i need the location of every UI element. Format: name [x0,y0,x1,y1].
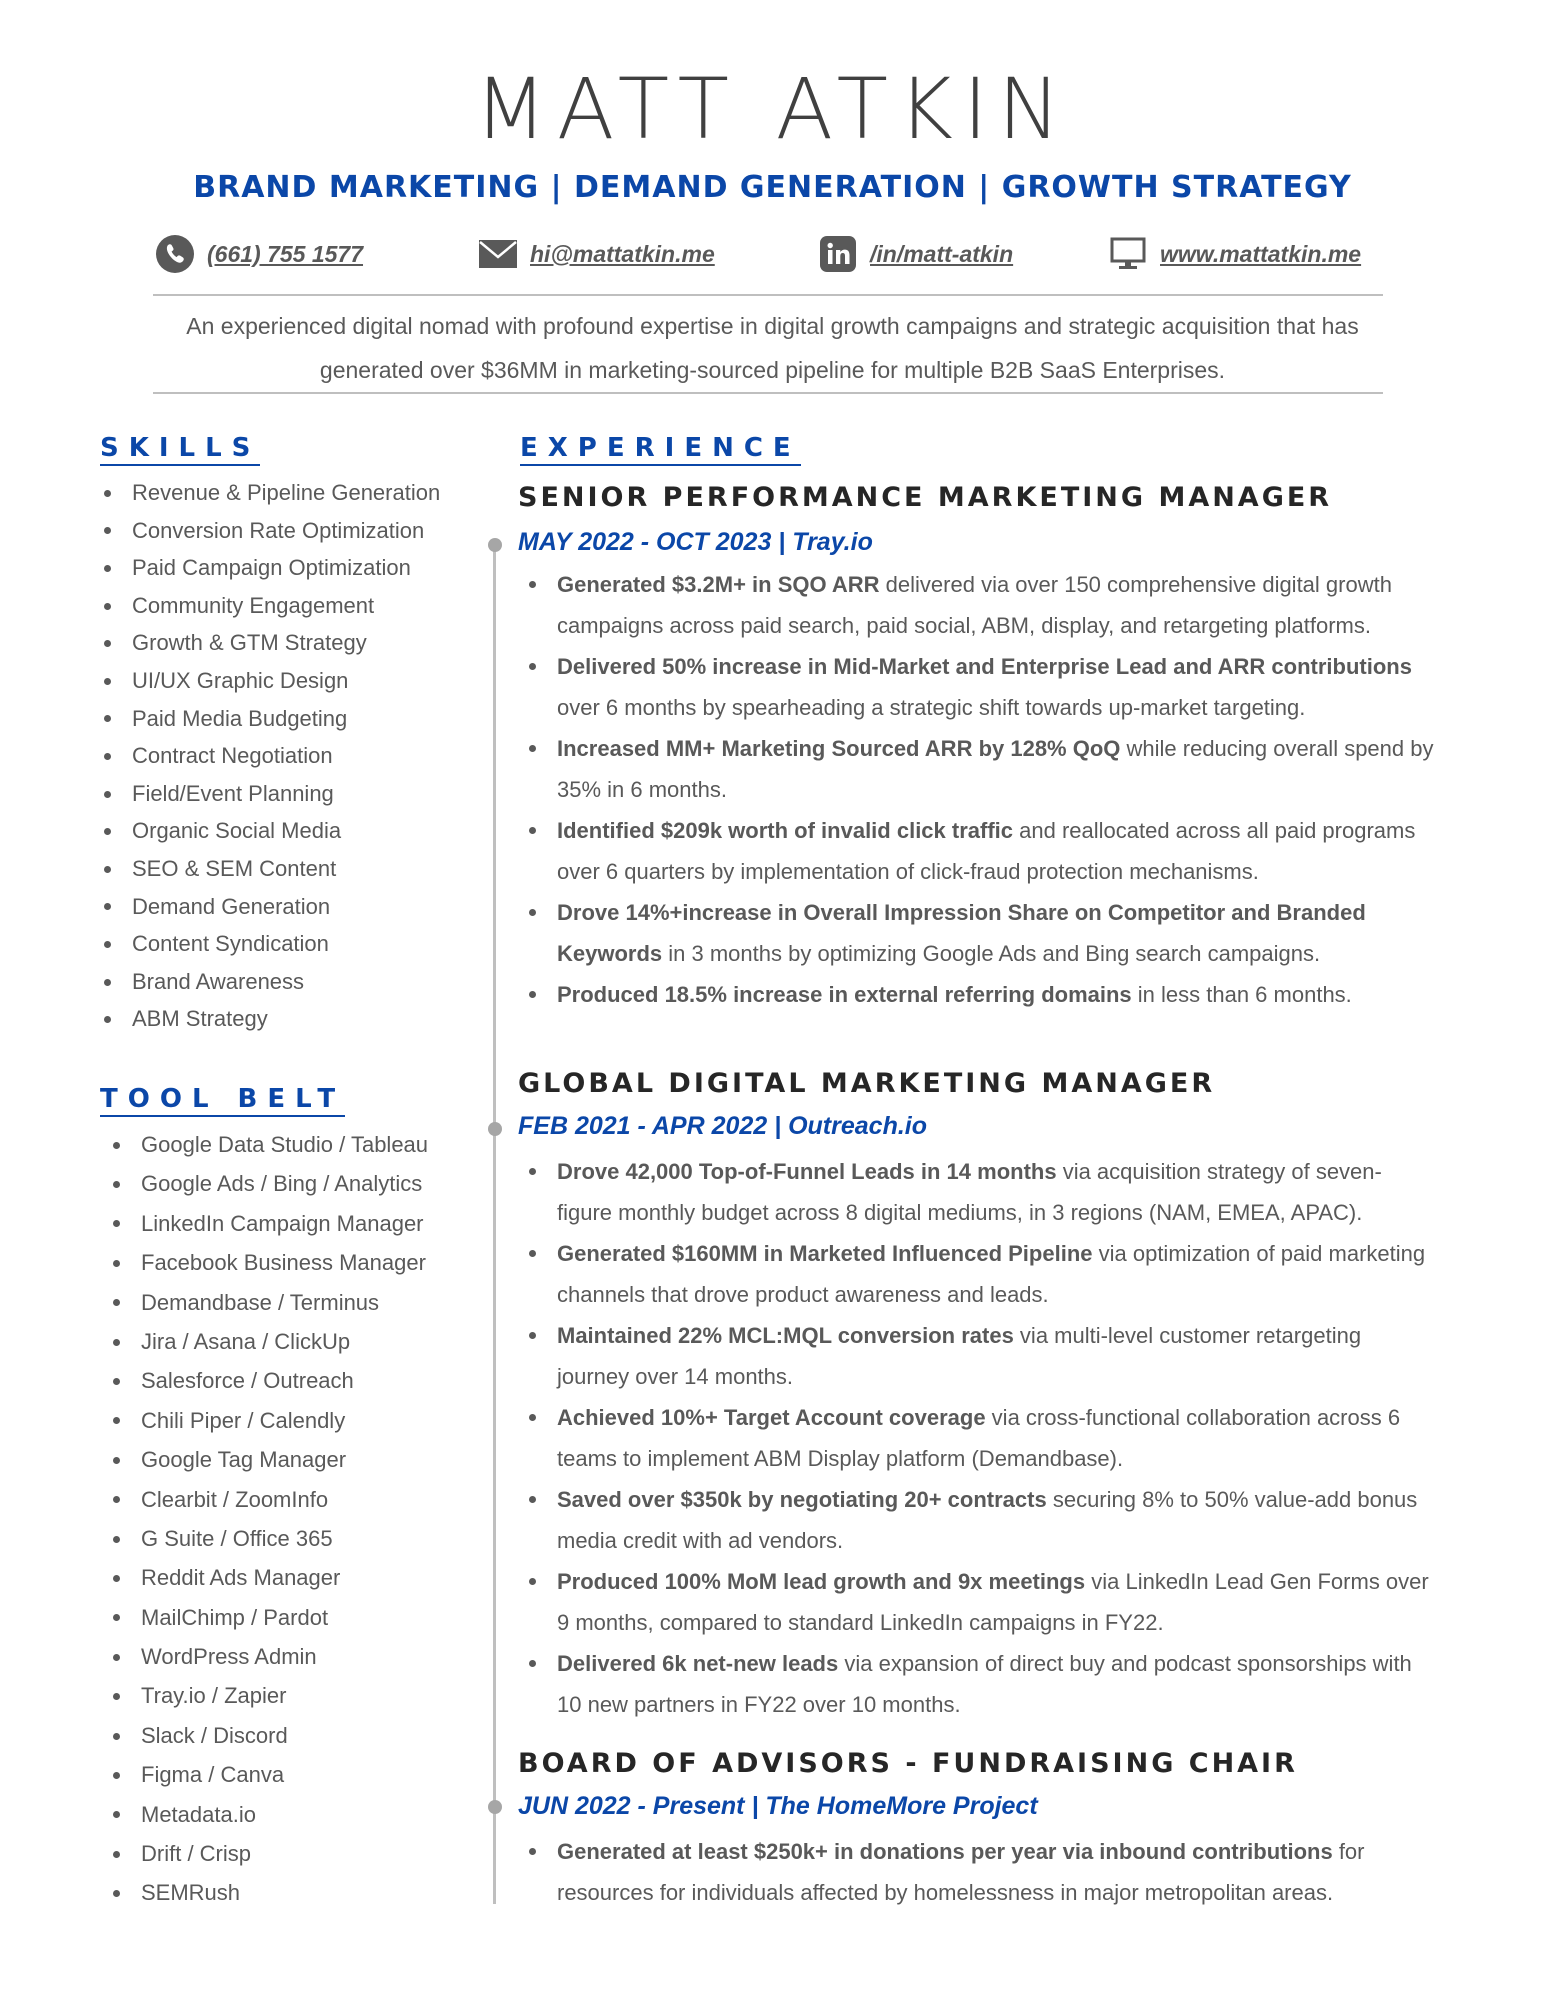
skills-list [102,474,482,1038]
job-bullets [525,1831,1435,1913]
list-item: Growth & GTM Strategy [102,624,482,662]
achievement-bullet [525,1479,1435,1561]
job-dates-company: FEB 2021 - APR 2022 | Outreach.io [518,1112,927,1140]
achievement-highlight: Produced 18.5% increase in external referring domains [557,982,1132,1007]
website-link[interactable]: www.mattatkin.me [1160,240,1362,267]
resume-tagline: BRAND MARKETING | DEMAND GENERATION | GROWTH STRATEGY [193,170,1352,205]
timeline-line [493,546,496,1904]
achievement-highlight: Drove 42,000 Top-of-Funnel Leads in 14 months [557,1159,1057,1184]
contact-website [1108,232,1361,276]
achievement-detail: over 6 months by spearheading a strategic shift towards up-market targeting. [557,695,1306,720]
timeline-dot [488,1800,502,1814]
list-item: G Suite / Office 365 [111,1519,491,1558]
achievement-highlight: Maintained 22% MCL:MQL conversion rates [557,1323,1014,1348]
timeline-dot [488,1122,502,1136]
achievement-highlight: Drove 14%+increase in Overall Impression Share on Competitor and Branded Keywords [557,900,1366,966]
achievement-detail: securing 8% to 50% value-add bonus media credit with ad vendors. [557,1487,1418,1553]
email-link[interactable]: hi@mattatkin.me [530,240,715,267]
achievement-bullet [525,646,1435,728]
list-item: Community Engagement [102,587,482,625]
list-item: Chili Piper / Calendly [111,1401,491,1440]
phone-icon [155,234,195,274]
achievement-bullet [525,728,1435,810]
experience-heading: EXPERIENCE [520,432,801,466]
list-item: Demandbase / Terminus [111,1283,491,1322]
job-title: SENIOR PERFORMANCE MARKETING MANAGER [518,482,1333,513]
skills-heading: SKILLS [100,432,260,466]
contact-email [478,232,715,276]
envelope-icon [478,234,518,274]
list-item: Drift / Crisp [111,1834,491,1873]
list-item: Slack / Discord [111,1716,491,1755]
list-item: Organic Social Media [102,812,482,850]
achievement-detail: via expansion of direct buy and podcast sponsorships with 10 new partners in FY22 over 10 months. [557,1651,1412,1717]
achievement-detail: via acquisition strategy of seven-figure monthly budget across 8 digital mediums, in 3 regions (NAM, EMEA, APAC). [557,1159,1382,1225]
toolbelt-list [111,1125,491,1913]
summary-text: An experienced digital nomad with profound expertise in digital growth campaigns and strategic acquisition that has generated over $36MM in marketing-sourced pipeline for multiple B2B SaaS Enterprises. [186,313,1359,383]
list-item: Brand Awareness [102,963,482,1001]
achievement-detail: and reallocated across all paid programs over 6 quarters by implementation of click-fraud protection mechanisms. [557,818,1416,884]
list-item: Jira / Asana / ClickUp [111,1322,491,1361]
resume-name: MATT ATKIN [474,60,1071,158]
job-dates-company: MAY 2022 - OCT 2023 | Tray.io [518,528,873,556]
list-item: ABM Strategy [102,1000,482,1038]
job-title: GLOBAL DIGITAL MARKETING MANAGER [518,1068,1216,1099]
list-item: Clearbit / ZoomInfo [111,1480,491,1519]
list-item: Metadata.io [111,1795,491,1834]
job-bullets [525,564,1435,1015]
achievement-highlight: Identified $209k worth of invalid click traffic [557,818,1014,843]
contact-linkedin [818,232,1013,276]
toolbelt-heading: TOOL BELT [100,1083,345,1117]
achievement-bullet [525,1397,1435,1479]
monitor-icon [1108,234,1148,274]
achievement-detail: for resources for individuals affected by homelessness in major metropolitan areas. [557,1839,1365,1905]
achievement-detail: via LinkedIn Lead Gen Forms over 9 months, compared to standard LinkedIn campaigns in FY22. [557,1569,1429,1635]
list-item: Demand Generation [102,888,482,926]
achievement-bullet [525,1233,1435,1315]
linkedin-icon [818,234,858,274]
achievement-highlight: Delivered 6k net-new leads [557,1651,839,1676]
achievement-bullet [525,1643,1435,1725]
list-item: Salesforce / Outreach [111,1361,491,1400]
achievement-bullet [525,810,1435,892]
list-item: LinkedIn Campaign Manager [111,1204,491,1243]
list-item: Tray.io / Zapier [111,1676,491,1715]
achievement-bullet [525,974,1435,1015]
list-item: Paid Campaign Optimization [102,549,482,587]
phone-link[interactable]: (661) 755 1577 [207,240,364,267]
list-item: Contract Negotiation [102,737,482,775]
achievement-bullet [525,892,1435,974]
achievement-detail: in 3 months by optimizing Google Ads and Bing search campaigns. [662,941,1321,966]
list-item: WordPress Admin [111,1637,491,1676]
list-item: Paid Media Budgeting [102,700,482,738]
list-item: Figma / Canva [111,1755,491,1794]
list-item: Conversion Rate Optimization [102,512,482,550]
job-bullets [525,1151,1435,1725]
achievement-detail: delivered via over 150 comprehensive digital growth campaigns across paid search, paid social, ABM, display, and retargeting platforms. [557,572,1392,638]
achievement-detail: in less than 6 months. [1131,982,1352,1007]
achievement-detail: while reducing overall spend by 35% in 6 months. [557,736,1434,802]
achievement-bullet [525,1315,1435,1397]
achievement-detail: via multi-level customer retargeting journey over 14 months. [557,1323,1362,1389]
list-item: Google Tag Manager [111,1440,491,1479]
achievement-bullet [525,1561,1435,1643]
list-item: Revenue & Pipeline Generation [102,474,482,512]
list-item: UI/UX Graphic Design [102,662,482,700]
achievement-bullet [525,564,1435,646]
achievement-detail: via cross-functional collaboration across 6 teams to implement ABM Display platform (Demandbase). [557,1405,1401,1471]
contact-phone [155,232,363,276]
list-item: Facebook Business Manager [111,1243,491,1282]
achievement-highlight: Generated $160MM in Marketed Influenced Pipeline [557,1241,1093,1266]
job-dates-company: JUN 2022 - Present | The HomeMore Project [518,1792,1038,1820]
divider-bottom [153,392,1383,394]
list-item: Reddit Ads Manager [111,1558,491,1597]
achievement-bullet [525,1831,1435,1913]
list-item: MailChimp / Pardot [111,1598,491,1637]
list-item: Content Syndication [102,925,482,963]
achievement-highlight: Increased MM+ Marketing Sourced ARR by 128% QoQ [557,736,1121,761]
list-item: SEO & SEM Content [102,850,482,888]
achievement-highlight: Produced 100% MoM lead growth and 9x meetings [557,1569,1086,1594]
linkedin-link[interactable]: /in/matt-atkin [870,240,1014,267]
list-item: Google Ads / Bing / Analytics [111,1164,491,1203]
timeline-dot [488,538,502,552]
achievement-highlight: Achieved 10%+ Target Account coverage [557,1405,986,1430]
list-item: Field/Event Planning [102,775,482,813]
achievement-highlight: Delivered 50% increase in Mid-Market and Enterprise Lead and ARR contributions [557,654,1412,679]
achievement-highlight: Generated $3.2M+ in SQO ARR [557,572,880,597]
achievement-detail: via optimization of paid marketing channels that drove product awareness and leads. [557,1241,1426,1307]
divider-top [153,294,1383,296]
achievement-bullet [525,1151,1435,1233]
list-item: Google Data Studio / Tableau [111,1125,491,1164]
list-item: SEMRush [111,1873,491,1912]
achievement-highlight: Generated at least $250k+ in donations per year via inbound contributions [557,1839,1333,1864]
achievement-highlight: Saved over $350k by negotiating 20+ contracts [557,1487,1047,1512]
job-title: BOARD OF ADVISORS - FUNDRAISING CHAIR [518,1748,1298,1779]
